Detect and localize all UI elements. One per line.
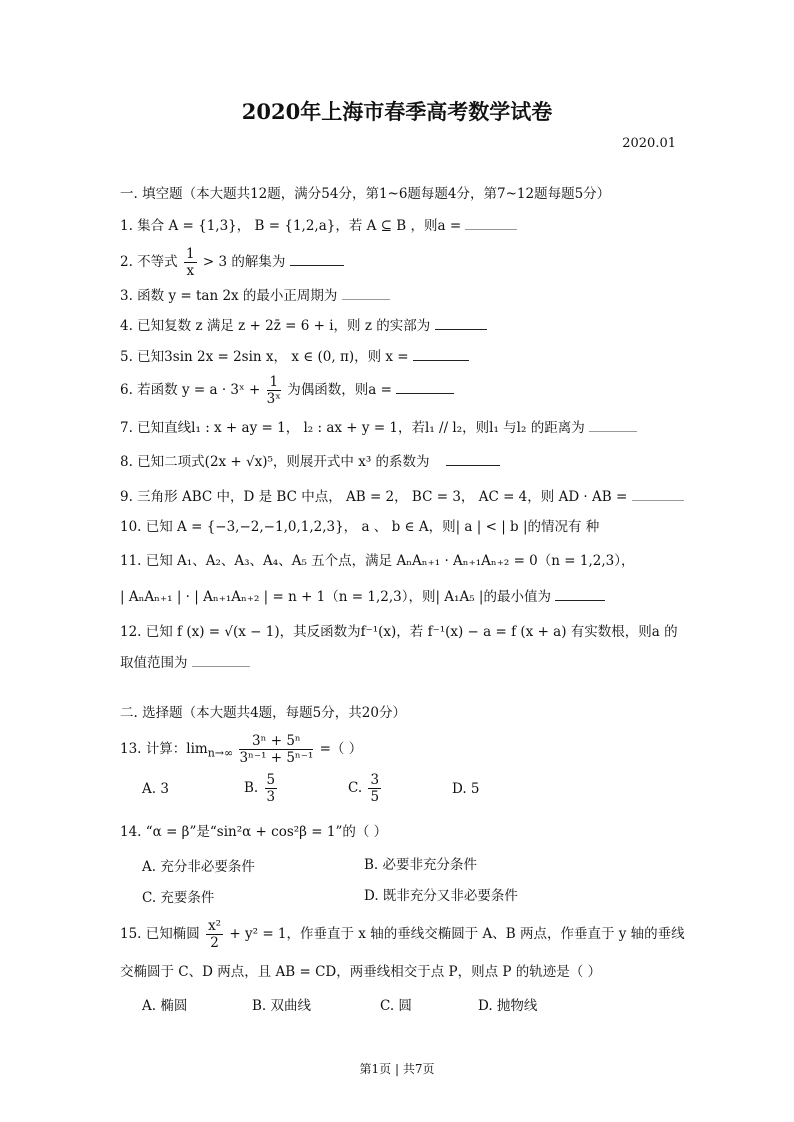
question-2 bbox=[120, 246, 344, 279]
question-15-line-1 bbox=[120, 918, 685, 951]
answer-blank bbox=[589, 417, 637, 432]
question-10-text: 10. 已知 A = {−3,−2,−1,0,1,2,3}， a 、 b ∈ A，则| a | < | b |的情况有 种 bbox=[120, 519, 600, 535]
answer-blank bbox=[342, 285, 390, 300]
exam-date: 2020.01 bbox=[622, 136, 676, 151]
question-15-line-2: 交椭圆于 C、D 两点，且 AB = CD，两垂线相交于点 P，则点 P 的轨迹是（ ） bbox=[120, 964, 602, 980]
question-5-text: 5. 已知3sin 2x = 2sin x， x ∈ (0, π)，则 x = bbox=[120, 349, 409, 365]
question-12-line-2 bbox=[120, 652, 250, 673]
denominator: 5 bbox=[370, 789, 380, 805]
answer-blank bbox=[192, 652, 250, 667]
question-13-pre: 13. 计算：lim bbox=[120, 741, 208, 757]
question-9 bbox=[120, 486, 684, 507]
option-label: B. bbox=[244, 780, 259, 796]
page-title: 2020年上海市春季高考数学试卷 bbox=[241, 99, 553, 124]
question-15-post: + y² = 1，作垂直于 x 轴的垂线交椭圆于 A、B 两点，作垂直于 y 轴的垂线 bbox=[229, 926, 685, 942]
option-15-d[interactable]: D. 抛物线 bbox=[478, 998, 538, 1014]
option-13-d[interactable]: D. 5 bbox=[452, 781, 480, 797]
option-13-a[interactable]: A. 3 bbox=[142, 781, 169, 797]
question-6-pre: 6. 若函数 y = a · 3ˣ + bbox=[120, 382, 261, 398]
question-12-text-b: 取值范围为 bbox=[120, 655, 188, 671]
question-8-text: 8. 已知二项式(2x + √x)⁵，则展开式中 x³ 的系数为 bbox=[120, 454, 430, 470]
question-2-pre: 2. 不等式 bbox=[120, 254, 178, 270]
option-14-c[interactable]: C. 充要条件 bbox=[142, 890, 215, 906]
question-10 bbox=[120, 517, 599, 537]
section2-heading: 二. 选择题（本大题共4题，每题5分，共20分） bbox=[120, 705, 406, 721]
question-3-text: 3. 函数 y = tan 2x 的最小正周期为 bbox=[120, 288, 338, 304]
option-14-b[interactable]: B. 必要非充分条件 bbox=[364, 857, 478, 873]
fraction bbox=[368, 772, 381, 805]
question-5 bbox=[120, 346, 469, 367]
option-label: C. bbox=[348, 780, 363, 796]
numerator: 5 bbox=[266, 772, 276, 788]
option-13-c[interactable] bbox=[348, 772, 383, 805]
answer-blank bbox=[435, 315, 487, 330]
question-12-text-a: 12. 已知 f (x) = √(x − 1)，其反函数为f⁻¹(x)，若 f⁻¹(x) − a = f (x + a) 有实数根，则a 的 bbox=[120, 624, 678, 640]
question-12-line-1 bbox=[120, 622, 678, 642]
answer-blank bbox=[413, 346, 469, 361]
fraction bbox=[184, 246, 197, 279]
question-6 bbox=[120, 374, 454, 407]
option-15-b[interactable]: B. 双曲线 bbox=[252, 998, 312, 1014]
question-11-text-b: | AₙAₙ₊₁ | · | Aₙ₊₁Aₙ₊₂ | = n + 1（n = 1,2,3），则| A₁A₅ |的最小值为 bbox=[120, 589, 551, 605]
option-15-c[interactable]: C. 圆 bbox=[380, 998, 412, 1014]
fraction bbox=[267, 374, 281, 407]
question-14: 14. “α = β”是“sin²α + cos²β = 1”的（ ） bbox=[120, 824, 388, 840]
question-9-text: 9. 三角形 ABC 中，D 是 BC 中点， AB = 2， BC = 3， AC = 4，则 AD · AB = bbox=[120, 489, 628, 505]
option-15-a[interactable]: A. 椭圆 bbox=[142, 998, 188, 1014]
answer-blank bbox=[446, 451, 500, 466]
denominator: 3 bbox=[266, 789, 276, 805]
question-11-line-2 bbox=[120, 586, 605, 607]
numerator: 1 bbox=[267, 374, 281, 391]
answer-blank bbox=[632, 486, 684, 501]
question-4-text: 4. 已知复数 z 满足 z + 2z̄ = 6 + i，则 z 的实部为 bbox=[120, 318, 431, 334]
limit-subscript: n→∞ bbox=[207, 746, 234, 760]
answer-blank bbox=[290, 251, 344, 266]
fraction bbox=[265, 772, 278, 805]
answer-blank bbox=[396, 379, 454, 394]
section1-heading: 一. 填空题（本大题共12题，满分54分，第1~6题每题4分，第7~12题每题5分） bbox=[120, 186, 611, 202]
denominator: 3ˣ bbox=[266, 391, 281, 407]
denominator: 3ⁿ⁻¹ + 5ⁿ⁻¹ bbox=[239, 750, 314, 766]
question-1-text: 1. 集合 A = {1,3}， B = {1,2,a}，若 A ⊆ B ，则a = bbox=[120, 218, 462, 234]
numerator: x² bbox=[208, 918, 222, 934]
denominator: x bbox=[186, 263, 195, 279]
question-7-text: 7. 已知直线l₁ : x + ay = 1， l₂ : ax + y = 1，若l₁ // l₂，则l₁ 与l₂ 的距离为 bbox=[120, 420, 585, 436]
question-4 bbox=[120, 315, 487, 336]
numerator: 3 bbox=[370, 772, 380, 788]
question-2-post: > 3 的解集为 bbox=[202, 254, 286, 270]
denominator: 2 bbox=[210, 935, 219, 951]
answer-blank bbox=[555, 586, 605, 601]
question-13 bbox=[120, 733, 362, 766]
page-footer: 第1页 | 共7页 bbox=[359, 1062, 435, 1076]
question-7 bbox=[120, 417, 637, 438]
option-14-a[interactable]: A. 充分非必要条件 bbox=[142, 859, 255, 875]
question-1 bbox=[120, 215, 517, 236]
answer-blank bbox=[465, 215, 517, 230]
question-11-text-a: 11. 已知 A₁、A₂、A₃、A₄、A₅ 五个点，满足 AₙAₙ₊₁ · Aₙ₊₁Aₙ₊₂ = 0（n = 1,2,3）， bbox=[120, 553, 635, 569]
question-8 bbox=[120, 451, 500, 472]
option-14-d[interactable]: D. 既非充分又非必要条件 bbox=[364, 888, 518, 904]
numerator: 3ⁿ + 5ⁿ bbox=[239, 733, 313, 750]
question-6-post: 为偶函数，则a = bbox=[287, 382, 392, 398]
fraction bbox=[206, 918, 223, 951]
option-13-b[interactable] bbox=[244, 772, 279, 805]
question-15-pre: 15. 已知椭圆 bbox=[120, 926, 200, 942]
question-11-line-1 bbox=[120, 551, 634, 571]
fraction bbox=[239, 733, 313, 766]
numerator: 1 bbox=[185, 246, 195, 262]
question-13-post: =（ ） bbox=[319, 741, 363, 757]
question-3 bbox=[120, 285, 390, 306]
